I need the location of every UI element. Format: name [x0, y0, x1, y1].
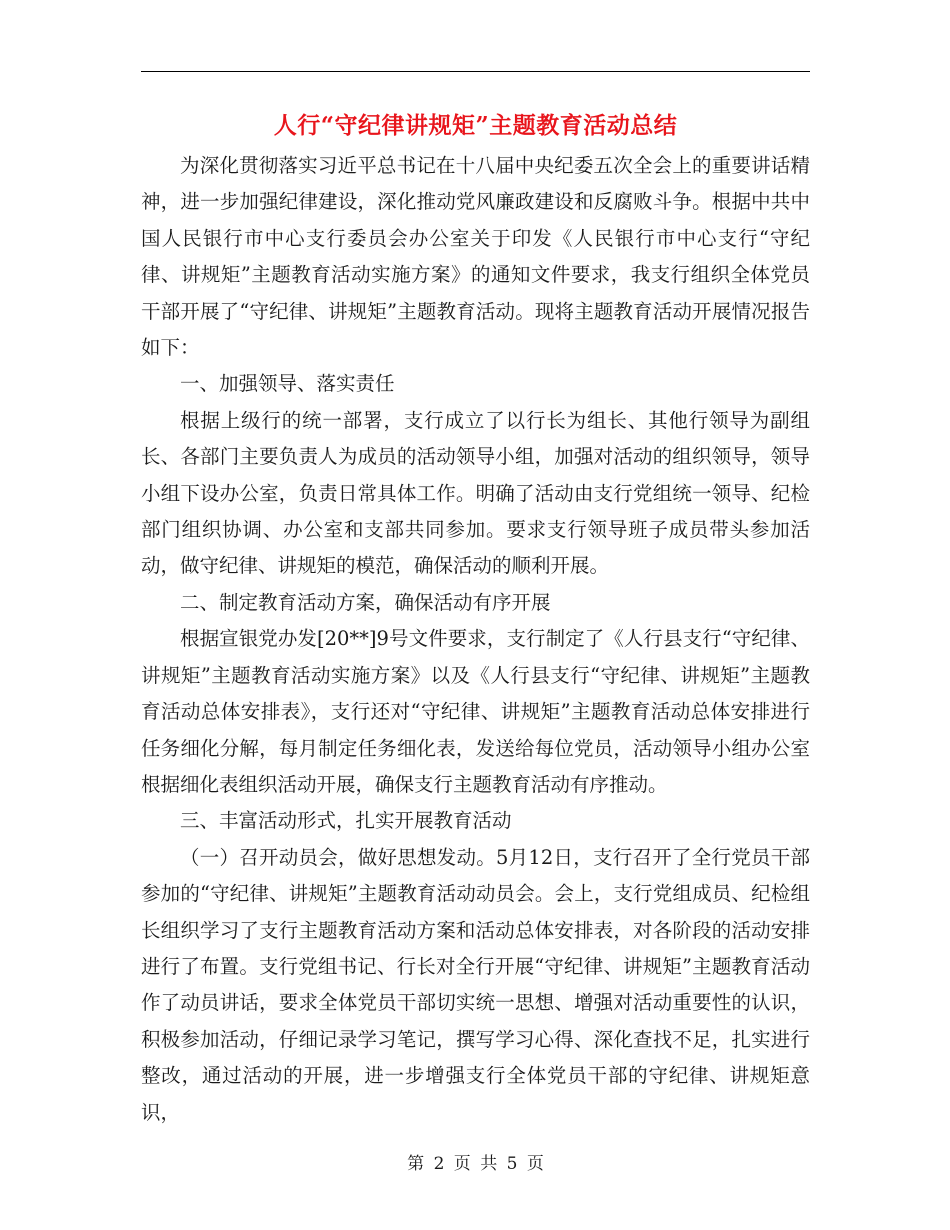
paragraph-intro: 为深化贯彻落实习近平总书记在十八届中央纪委五次全会上的重要讲话精神，进一步加强纪律建设，深化推动党风廉政建设和反腐败斗争。根据中共中国人民银行市中心支行委员会办公室关于印发《人民银行市中心支行“守纪律、讲规矩”主题教育活动实施方案》的通知文件要求，我支行组织全体党员干部开展了“守纪律、讲规矩”主题教育活动。现将主题教育活动开展情况报告如下： [141, 154, 810, 360]
header-rule [141, 71, 810, 72]
section-heading-3: 三、丰富活动形式，扎实开展教育活动 [180, 809, 512, 833]
page-footer: 第 2 页 共 5 页 [407, 1154, 544, 1174]
paragraph-section-1: 根据上级行的统一部署，支行成立了以行长为组长、其他行领导为副组长、各部门主要负责人为成员的活动领导小组，加强对活动的组织领导，领导小组下设办公室，负责日常具体工作。明确了活动由支行党组统一领导、纪检部门组织协调、办公室和支部共同参加。要求支行领导班子成员带头参加活动，做守纪律、讲规矩的模范，确保活动的顺利开展。 [141, 408, 810, 578]
paragraph-section-3-1: （一）召开动员会，做好思想发动。5月12日，支行召开了全行党员干部参加的“守纪律、讲规矩”主题教育活动动员会。会上，支行党组成员、纪检组长组织学习了支行主题教育活动方案和活动总体安排表，对各阶段的活动安排进行了布置。支行党组书记、行长对全行开展“守纪律、讲规矩”主题教育活动作了动员讲话，要求全体党员干部切实统一思想、增强对活动重要性的认识，积极参加活动，仔细记录学习笔记，撰写学习心得、深化查找不足，扎实进行整改，通过活动的开展，进一步增强支行全体党员干部的守纪律、讲规矩意识， [141, 845, 810, 1124]
paragraph-section-2: 根据宣银党办发[20**]9号文件要求，支行制定了《人行县支行“守纪律、讲规矩”主题教育活动实施方案》以及《人行县支行“守纪律、讲规矩”主题教育活动总体安排表》，支行还对“守纪律、讲规矩”主题教育活动总体安排进行任务细化分解，每月制定任务细化表，发送给每位党员，活动领导小组办公室根据细化表组织活动开展，确保支行主题教育活动有序推动。 [141, 627, 810, 796]
section-heading-2: 二、制定教育活动方案，确保活动有序开展 [180, 590, 551, 614]
section-heading-1: 一、加强领导、落实责任 [180, 372, 395, 396]
document-title: 人行“守纪律讲规矩”主题教育活动总结 [273, 112, 678, 139]
document-body [141, 148, 810, 1131]
